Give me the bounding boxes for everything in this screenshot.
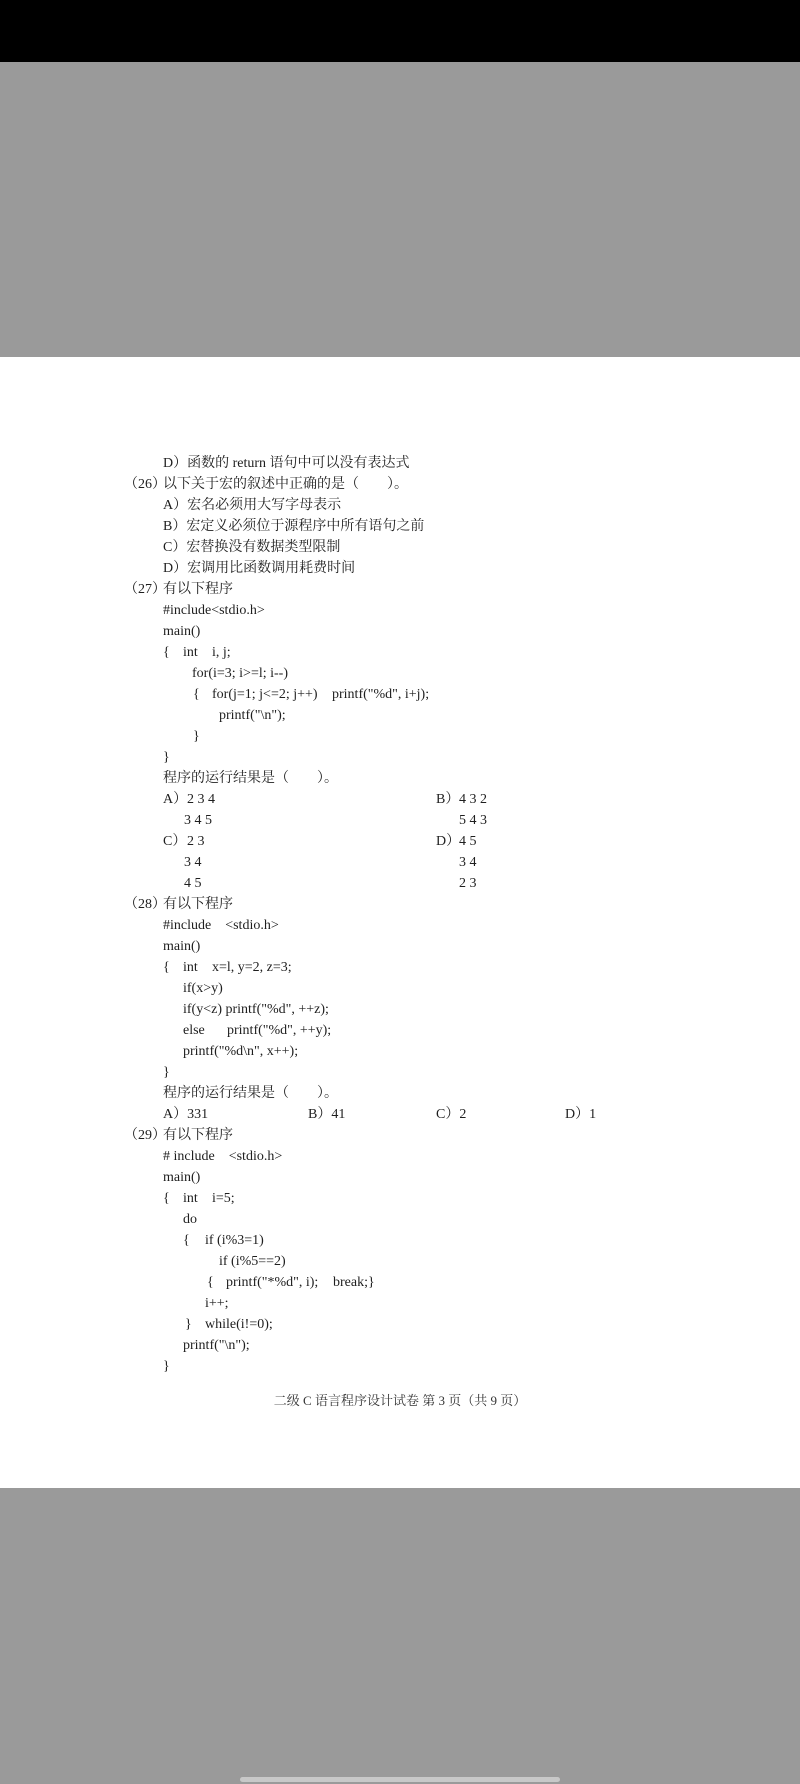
q28-code-if2: if(y<z) printf("%d", ++z);	[183, 1002, 329, 1017]
q29-code-printf-i: printf("*%d", i);	[226, 1275, 319, 1290]
q26-option-d: D）宏调用比函数调用耗费时间	[163, 561, 356, 576]
page-footer: 二级 C 语言程序设计试卷 第 3 页（共 9 页）	[273, 1393, 527, 1408]
q27-option-d-line: 3 4	[459, 855, 477, 870]
q29-code-main: main()	[163, 1170, 201, 1185]
q29-code-brace-close: }	[163, 1359, 170, 1374]
q29-code-if2: if (i%5==2)	[219, 1254, 286, 1269]
q27-option-c-line: 4 5	[184, 876, 202, 891]
q27-code-brace-open: {	[163, 645, 170, 660]
q29-code-blk-brace: {	[207, 1275, 214, 1290]
q29-stem: 有以下程序	[163, 1128, 233, 1143]
status-bar	[0, 0, 800, 62]
q28-option-b: B）41	[308, 1107, 346, 1122]
q28-code-decl: x=l, y=2, z=3;	[212, 960, 292, 975]
q29-code-brace-open: {	[163, 1191, 170, 1206]
q27-question: 程序的运行结果是（ ）。	[163, 771, 338, 786]
q27-option-b-line: 5 4 3	[459, 813, 487, 828]
q27-code-int: int	[183, 645, 198, 660]
q28-code-printf-x: printf("%d\n", x++);	[183, 1044, 299, 1059]
q27-code-printf-nl: printf("\n");	[219, 708, 286, 723]
q28-code-brace-open: {	[163, 960, 170, 975]
q27-code-inner-close: }	[193, 729, 200, 744]
q28-code-brace-close: }	[163, 1065, 170, 1080]
q28-code-main: main()	[163, 939, 201, 954]
viewer-background-bottom	[0, 1488, 800, 1784]
q28-option-a: A）331	[163, 1107, 209, 1122]
q28-code-else-stmt: printf("%d", ++y);	[227, 1023, 332, 1038]
q29-number: （29）	[124, 1128, 166, 1143]
q28-stem: 有以下程序	[163, 897, 233, 912]
q27-code-main: main()	[163, 624, 201, 639]
q27-code-printf-ij: printf("%d", i+j);	[332, 687, 430, 702]
q28-option-c: C）2	[436, 1107, 467, 1122]
q29-code-close-brace: }	[185, 1317, 192, 1332]
q29-code-include: # include <stdio.h>	[163, 1149, 283, 1164]
q27-code-include: #include<stdio.h>	[163, 603, 265, 618]
q27-code-brace-close: }	[163, 750, 170, 765]
q26-option-a: A）宏名必须用大写字母表示	[163, 498, 342, 513]
q29-code-while: while(i!=0);	[205, 1317, 273, 1332]
q25-option-d: D）函数的 return 语句中可以没有表达式	[163, 456, 410, 471]
q27-option-a-label: A）	[163, 792, 188, 807]
q26-stem: 以下关于宏的叙述中正确的是（ ）。	[163, 477, 408, 492]
q28-option-d: D）1	[565, 1107, 597, 1122]
q28-code-else: else	[183, 1023, 205, 1038]
q28-question: 程序的运行结果是（ ）。	[163, 1086, 338, 1101]
q27-option-d-line: 4 5	[459, 834, 477, 849]
q29-code-break: break;}	[333, 1275, 375, 1290]
q27-option-c-line: 2 3	[187, 834, 205, 849]
q27-option-c-line: 3 4	[184, 855, 202, 870]
q27-option-a-line: 2 3 4	[187, 792, 215, 807]
q28-code-int: int	[183, 960, 198, 975]
q28-code-if1: if(x>y)	[183, 981, 223, 996]
q29-code-do-brace: {	[183, 1233, 190, 1248]
q27-option-b-line: 4 3 2	[459, 792, 487, 807]
q27-code-decl: i, j;	[212, 645, 231, 660]
q27-code-inner-brace: {	[193, 687, 200, 702]
q29-code-decl: i=5;	[212, 1191, 235, 1206]
q28-code-include: #include <stdio.h>	[163, 918, 279, 933]
q26-option-b: B）宏定义必须位于源程序中所有语句之前	[163, 519, 425, 534]
q27-option-d-line: 2 3	[459, 876, 477, 891]
q27-option-d-label: D）	[436, 834, 461, 849]
q27-stem: 有以下程序	[163, 582, 233, 597]
q26-option-c: C）宏替换没有数据类型限制	[163, 540, 341, 555]
q27-code-for-inner: for(j=1; j<=2; j++)	[212, 687, 318, 702]
q27-option-a-line: 3 4 5	[184, 813, 212, 828]
q27-option-c-label: C）	[163, 834, 187, 849]
q27-number: （27）	[124, 582, 166, 597]
viewer-background-top	[0, 62, 800, 357]
q29-code-int: int	[183, 1191, 198, 1206]
q29-code-do: do	[183, 1212, 197, 1227]
q29-code-inc: i++;	[205, 1296, 229, 1311]
q29-code-if1: if (i%3=1)	[205, 1233, 264, 1248]
q26-number: （26）	[124, 477, 166, 492]
q27-code-for-outer: for(i=3; i>=l; i--)	[192, 666, 288, 681]
home-indicator[interactable]	[240, 1777, 560, 1782]
q28-number: （28）	[124, 897, 166, 912]
q29-code-printf-nl: printf("\n");	[183, 1338, 250, 1353]
q27-option-b-label: B）	[436, 792, 460, 807]
